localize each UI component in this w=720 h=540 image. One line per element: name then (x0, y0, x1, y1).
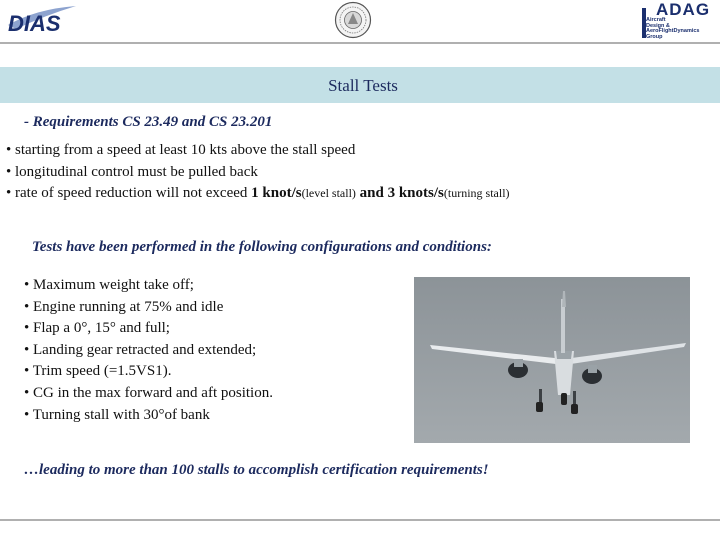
slide-header (0, 0, 720, 42)
requirement-text: • rate of speed reduction will not exceed (6, 185, 252, 201)
condition-item: • Trim speed (=1.5VS1). (24, 363, 172, 380)
closing-statement: …leading to more than 100 stalls to accomplish certification requirements! (24, 462, 489, 478)
turning-stall-note: (turning stall) (443, 186, 510, 200)
requirement-item: • starting from a speed at least 10 kts above the stall speed (6, 142, 356, 158)
requirements-heading: - Requirements CS 23.49 and CS 23.201 (24, 114, 273, 130)
adag-logo (642, 2, 718, 40)
level-stall-rate: 1 knot/s (251, 185, 302, 201)
footer-divider (0, 519, 720, 521)
condition-item: • Flap a 0°, 15° and full; (24, 320, 170, 337)
requirement-item: • longitudinal control must be pulled back (6, 163, 258, 180)
aircraft-photo (414, 277, 690, 443)
condition-item: • Landing gear retracted and extended; (24, 341, 257, 358)
title-bar (0, 67, 720, 103)
condition-item: • CG in the max forward and aft position. (24, 384, 273, 401)
requirement-conjunction: and (355, 185, 388, 201)
requirements-list (6, 140, 510, 205)
adag-subtitle (646, 18, 718, 40)
conditions-list (24, 275, 273, 426)
condition-item: • Turning stall with 30°of bank (24, 406, 210, 423)
level-stall-note: (level stall) (301, 186, 356, 200)
adag-subtitle-line: Design & (646, 22, 670, 29)
dias-logo (6, 3, 78, 37)
adag-title: ADAG (656, 0, 711, 19)
adag-subtitle-line: Aircraft (646, 17, 666, 23)
svg-text:DIAS: DIAS (8, 11, 61, 36)
header-divider (0, 42, 720, 44)
adag-subtitle-line: AeroFlightDynamics (646, 28, 700, 34)
slide-title: Stall Tests (328, 76, 398, 95)
condition-item: • Engine running at 75% and idle (24, 298, 224, 315)
adag-subtitle-line: Group (646, 33, 663, 40)
requirement-item (6, 183, 510, 205)
condition-item: • Maximum weight take off; (24, 277, 194, 293)
turning-stall-rate: 3 knots/s (387, 185, 444, 201)
university-seal-icon (334, 1, 372, 39)
tests-heading: Tests have been performed in the following configurations and conditions: (32, 239, 492, 255)
